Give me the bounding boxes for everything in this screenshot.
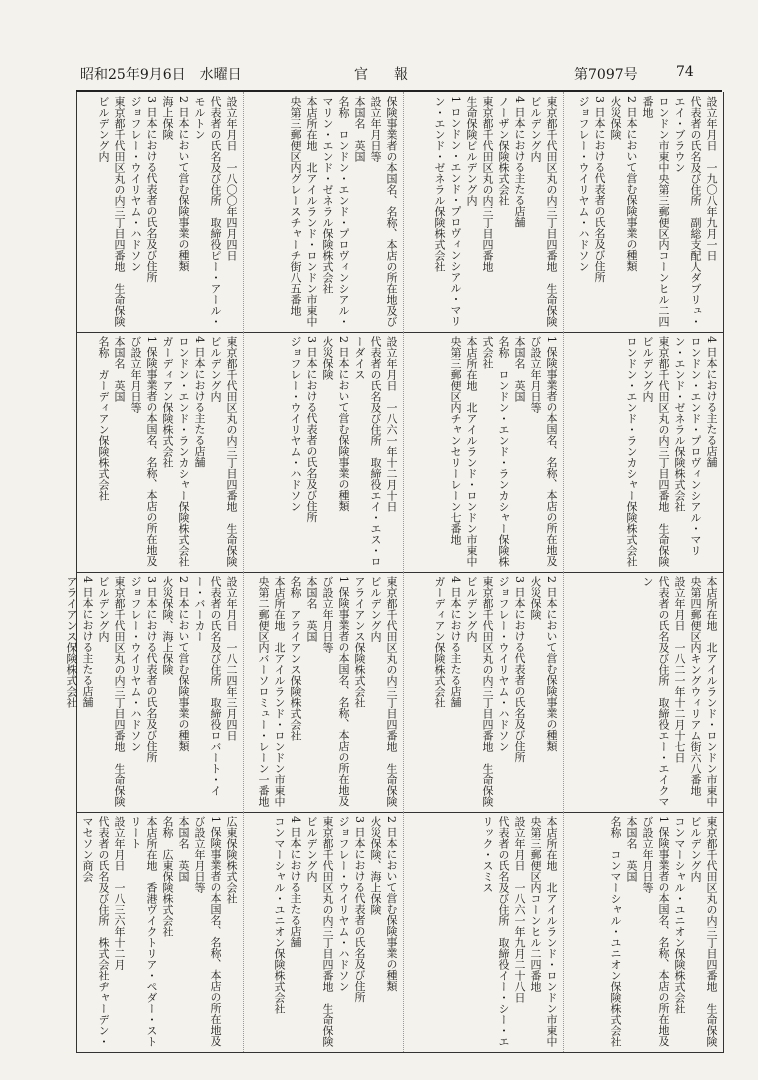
text-column: 4 日本における主たる店舗 ロンドン・エンド・プロヴィンシアル・マリン・エンド・ゼネラル保険株式会社 東京都千代田区丸の内三丁目四番地 生命保険ビルデング内 ロンドン・エンド・ランカシャー保険株式会社 <box>625 336 718 567</box>
text-column: 本店所在地 北アイルランド・ロンドン市東中央第三郵便区内コーンヒル二四番地 設立年月日 一八六一年九月二十八日 代表者の氏名及び住所 取締役イー・シー・エリック・スミス <box>404 812 564 1052</box>
text-column: 保険事業者の本国名、名称、本店の所在地及び設立年月日等 本国名 英国 名称 ロンドン・エンド・プロヴィンシアル・マリン・エンド・ゼネラル保険株式会社 本店所在地 北アイルランド・ロンドン市東中央第三郵便区内グレースチャーチ街八五番地 <box>244 92 404 332</box>
text-grid <box>65 92 724 1053</box>
header-date: 昭和25年9月6日 水曜日 <box>80 67 242 83</box>
text-column: 広東保険株式会社 1 保険事業者の本国名、名称、本店の所在地及び設立年月日等 本国名 英国 名称 広東保険株式会社 本店所在地 香港ヴイクトリア・ペダー・ストリート 設立年月日 一八三六年十二月 代表者の氏名及び住所 株式会社ヂャーデン・マセソン商会 <box>84 812 244 1052</box>
page-header <box>76 56 722 92</box>
header-page-number: 74 <box>676 64 694 80</box>
text-row-1 <box>77 92 723 333</box>
header-issue-number: 第7097号 <box>574 67 638 83</box>
text-column: 設立年月日 一八二四年三月四日 代表者の氏名及び住所 取締役ロバート・イー・バーカー 2 日本において営む保険事業の種類 火災保険、海上保険 3 日本における代表者の氏名及び住所 ジョフレー・ウイリヤム・ハドソン 東京都千代田区丸の内三丁目四番地 生命保険ビルデング内 4 日本における主たる店舗 アライアンス保険株式会社 <box>84 572 244 812</box>
text-column: 東京都千代田区丸の内三丁目四番地 生命保険ビルデング内 4 日本における主たる店舗 ロンドン・エンド・ランカシャー保険株式会社 ガーディアン保険株式会社 1 保険事業者の本国名、名称、本店の所在地及び設立年月日等 本国名 英国 名称 ガーディアン保険株式会社 <box>84 332 244 572</box>
text-column: 設立年月日 一九〇八年九月一日 代表者の氏名及び住所 副総支配人ダブリュ・エイ・ブラウン ロンドン市東中央第三郵便区内コーンヒル二四番地 2 日本において営む保険事業の種類 火災保険 3 日本における代表者の氏名及び住所 ジョフレー・ウイリヤム・ハドソン <box>577 96 718 327</box>
text-column: 2 日本において営む保険事業の種類 火災保険 3 日本における代表者の氏名及び住所 ジョフレー・ウイリヤム・ハドソン 東京都千代田区丸の内三丁目四番地 生命保険ビルデング内 4 日本における主たる店舗 ガーディアン保険株式会社 <box>404 572 564 812</box>
text-column: 東京都千代田区丸の内三丁目四番地 生命保険ビルデング内 コンマーシャル・ユニオン保険株式会社 1 保険事業者の本国名、名称、本店の所在地及び設立年月日等 本国名 英国 名称 コンマーシャル・ユニオン保険株式会社 <box>609 816 718 1047</box>
text-column: 東京都千代田区丸の内三丁目四番地 生命保険ビルデング内 4 日本における主たる店舗 ノーザン保険株式会社 東京都千代田区丸の内三丁目四番地 生命保険ビルデング内 1 ロンドン・エンド・プロヴィンシアル・マリン・エンド・ゼネラル保険株式会社 <box>404 92 564 332</box>
text-row-2 <box>77 332 723 573</box>
text-column: 1 保険事業者の本国名、名称、本店の所在地及び設立年月日等 本国名 英国 名称 ロンドン・エンド・ランカシャー保険株式会社 本店所在地 北アイルランド・ロンドン市東中央第三郵便区内チャンセリーレーン七番地 <box>404 332 564 572</box>
text-column: 2 日本において営む保険事業の種類 火災保険、海上保険 3 日本における代表者の氏名及び住所 ジョフレー・ウイリヤム・ハドソン 東京都千代田区丸の内三丁目四番地 生命保険ビルデング内 4 日本における主たる店舗 コンマーシャル・ユニオン保険株式会社 <box>244 812 404 1052</box>
text-column: 設立年月日 一八六一年十二月十日 代表者の氏名及び住所 取締役エイ・エス・ローダイス 2 日本において営む保険事業の種類 火災保険 3 日本における代表者の氏名及び住所 ジョフレー・ウイリヤム・ハドソン <box>244 332 404 572</box>
text-column: 設立年月日 一八〇〇年四月四日 代表者の氏名及び住所 取締役ピー・アール・モルトン 2 日本において営む保険事業の種類 海上保険 3 日本における代表者の氏名及び住所 ジョフレー・ウイリヤム・ハドソン 東京都千代田区丸の内三丁目四番地 生命保険ビルデング内 <box>84 92 244 332</box>
text-row-4 <box>77 812 723 1052</box>
text-column: 東京都千代田区丸の内三丁目四番地 生命保険ビルデング内 アライアンス保険株式会社 1 保険事業者の本国名、名称、本店の所在地及び設立年月日等 本国名 英国 名称 アライアンス保険株式会社 本店所在地 北アイルランド・ロンドン市東中央第二郵便区内バーソロミュー・レーン一番地 <box>244 572 404 812</box>
text-column: 本店所在地 北アイルランド・ロンドン市東中央第四郵便区内キングウィリアム街六八番地 設立年月日 一八二一年十二月十七日 代表者の氏名及び住所 取締役エー・エイクマン <box>641 576 718 807</box>
header-title: 官報 <box>354 67 434 83</box>
text-row-3 <box>65 572 723 813</box>
